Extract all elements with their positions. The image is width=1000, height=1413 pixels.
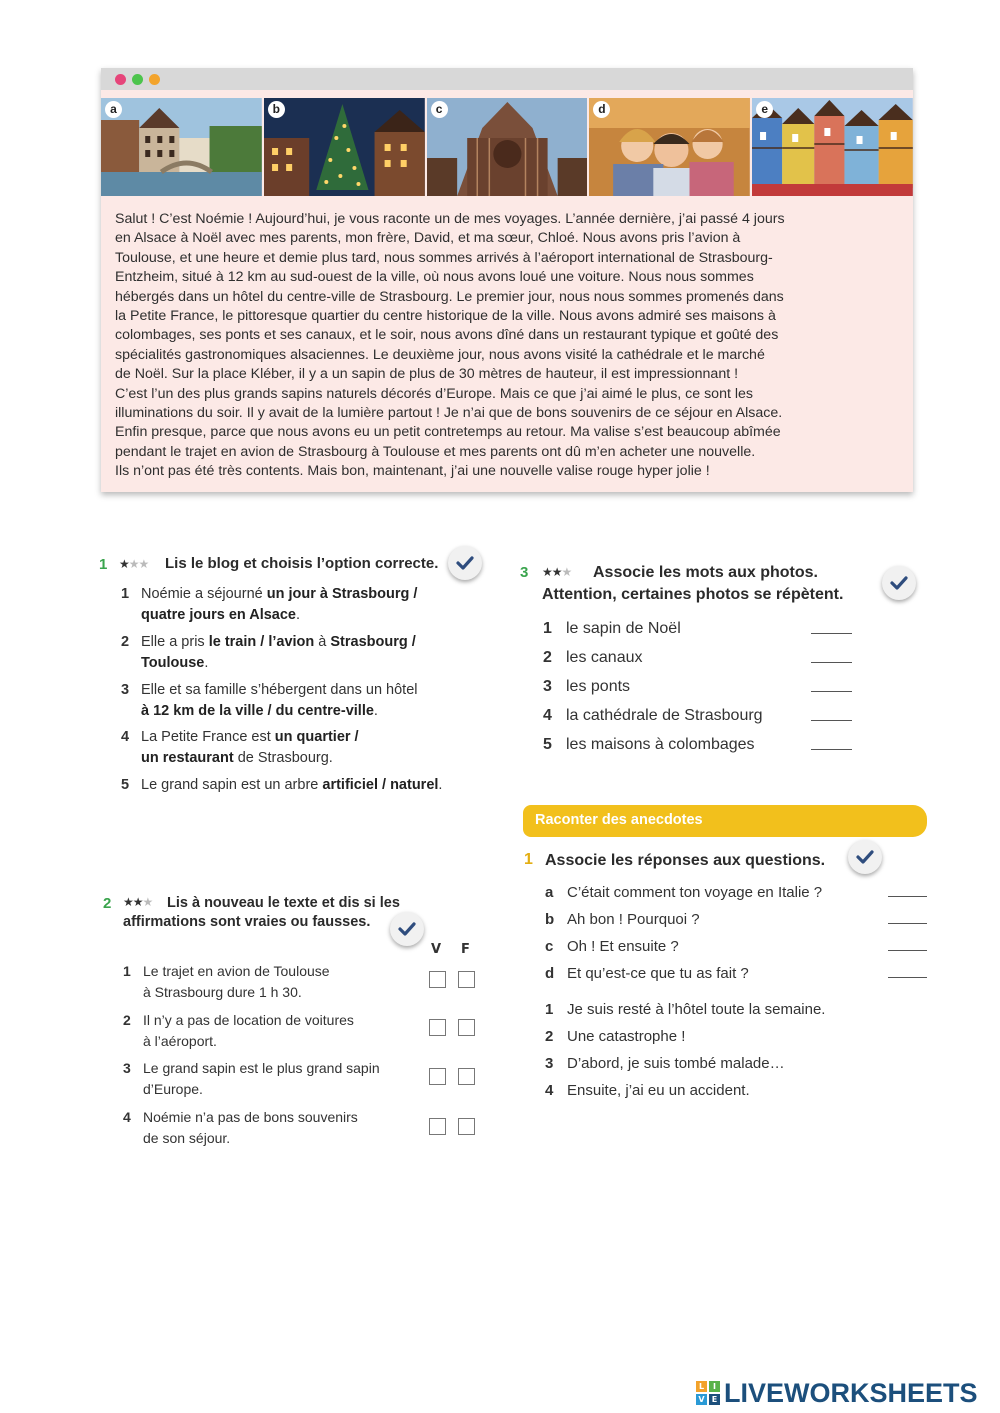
blog-text (115, 210, 905, 482)
exercise-3-item-1 (543, 618, 823, 640)
item-number: 3 (123, 1060, 131, 1076)
logo-letter: V (696, 1394, 707, 1405)
blog-line: C’est l’un des plus grands sapins naturels décorés d’Europe. Mais ce que j’ai aimé le plus, ce sont les (115, 385, 753, 402)
check-button[interactable] (848, 840, 882, 874)
item-text: Noémie a séjourné (141, 586, 267, 602)
item-text: Il n’y a pas de location de voitures (143, 1012, 354, 1028)
exercise-3-title-line-2: Attention, certaines photos se répètent. (542, 586, 844, 603)
exercise-3-item-4 (543, 705, 823, 727)
answer-blank[interactable] (888, 950, 927, 951)
answer-blank[interactable] (811, 720, 852, 721)
exercise-3-item-5 (543, 734, 823, 756)
option-text[interactable]: Strasbourg / (330, 634, 416, 650)
exercise-2-item-3 (123, 1058, 423, 1102)
anecdotes-exercise-title: Associe les réponses aux questions. (545, 852, 826, 869)
item-text: Une catastrophe ! (567, 1028, 686, 1045)
answer-3 (545, 1053, 885, 1075)
item-text: à Strasbourg dure 1 h 30. (143, 984, 302, 1000)
item-number: 5 (121, 777, 130, 793)
answer-blank[interactable] (811, 749, 852, 750)
anecdotes-exercise-number: 1 (524, 851, 533, 868)
item-number: 4 (121, 729, 130, 745)
item-text: les ponts (566, 678, 631, 695)
item-text: Le trajet en avion de Toulouse (143, 963, 330, 979)
exercise-2-title-line-2: affirmations sont vraies ou fausses. (123, 914, 371, 930)
option-text[interactable]: artificiel / naturel (322, 777, 439, 793)
exercise-3-item-3 (543, 676, 823, 698)
check-button[interactable] (882, 566, 916, 600)
answer-blank[interactable] (811, 662, 852, 663)
blog-line: Salut ! C’est Noémie ! Aujourd’hui, je vous raconte un de mes voyages. L’année dernière, j’ai passé 4 jours (115, 211, 785, 227)
false-checkbox[interactable] (458, 1068, 475, 1085)
liveworksheets-logo[interactable] (696, 1376, 978, 1410)
exercise-2-title-line-1: Lis à nouveau le texte et dis si les (167, 895, 400, 911)
exercise-1-number: 1 (99, 556, 108, 573)
check-icon (855, 847, 875, 867)
exercise-2-item-4 (123, 1107, 413, 1151)
question-d (545, 963, 865, 985)
true-checkbox[interactable] (429, 1019, 446, 1036)
answer-blank[interactable] (811, 633, 852, 634)
option-text[interactable]: un restaurant (141, 750, 234, 766)
item-number: 4 (545, 1082, 554, 1099)
exercise-2-item-2 (123, 1010, 413, 1054)
item-text: Oh ! Et ensuite ? (567, 938, 679, 955)
item-number: 1 (545, 1001, 554, 1018)
item-text: Le grand sapin est un arbre (141, 777, 323, 793)
photo-e-colombages (752, 98, 913, 196)
option-text[interactable]: un quartier / (274, 729, 359, 745)
item-text: Elle a pris (141, 634, 209, 650)
blog-line: illuminations du soir. Il y avait de la lumière partout ! Je n’ai que de bons souvenirs de ce séjour en Alsace. (115, 405, 783, 422)
photo-letter-d: d (593, 101, 610, 118)
logo-letter: E (709, 1394, 720, 1405)
check-button[interactable] (390, 912, 424, 946)
item-number: 1 (121, 586, 130, 602)
photo-strip (101, 98, 913, 196)
photo-letter-a: a (105, 101, 122, 118)
photo-letter-c: c (431, 101, 448, 118)
blog-line: la Petite France, le pittoresque quartier du centre historique de la ville. Nous avons admiré ses maisons à (115, 308, 776, 325)
item-number: 3 (545, 1055, 554, 1072)
item-text: D’abord, je suis tombé malade… (567, 1055, 785, 1072)
option-text[interactable]: le train / l’avion (208, 634, 315, 650)
item-number: 2 (543, 649, 552, 666)
exercise-3-item-2 (543, 647, 823, 669)
item-number: 4 (543, 707, 552, 724)
item-number: 4 (123, 1109, 131, 1125)
column-v: V (431, 942, 442, 957)
difficulty-stars: ★★★ (123, 895, 153, 909)
item-number: 3 (121, 682, 130, 698)
item-number: 2 (123, 1012, 131, 1028)
section-banner-title: Raconter des anecdotes (535, 812, 703, 828)
item-text: les maisons à colombages (566, 736, 755, 753)
item-text: le sapin de Noël (566, 620, 681, 637)
exercise-1-title: Lis le blog et choisis l’option correcte. (165, 555, 439, 572)
item-text: Ensuite, j’ai eu un accident. (567, 1082, 750, 1099)
false-checkbox[interactable] (458, 1118, 475, 1135)
item-text: . (373, 703, 378, 719)
blog-line: Toulouse, et une heure et demie plus tard, nous sommes arrivés à l’aéroport international de Strasbourg- (115, 249, 773, 266)
exercise-2-number: 2 (103, 895, 112, 912)
check-button[interactable] (448, 546, 482, 580)
blog-line: spécialités gastronomiques alsaciennes. Le deuxième jour, nous avons visité la cathédrale et le marché (115, 346, 765, 363)
item-text: de son séjour. (143, 1130, 231, 1146)
blog-window (101, 68, 913, 492)
logo-icon (696, 1381, 720, 1405)
exercise-1-item-5 (121, 775, 491, 797)
item-number: 1 (123, 963, 131, 979)
window-dot-red (115, 74, 126, 85)
photo-b-christmas-tree (264, 98, 427, 196)
exercise-2-item-1 (123, 961, 413, 1005)
photo-letter-b: b (268, 101, 285, 118)
window-dot-green (132, 74, 143, 85)
option-text[interactable]: quatre jours en Alsace (141, 607, 296, 623)
blog-line: colombages, ses ponts et ses canaux, et le soir, nous avons dîné dans un restaurant typique et goûté des (115, 327, 779, 344)
photo-letter-e: e (756, 101, 773, 118)
item-text: les canaux (566, 649, 643, 666)
photo-d-family (589, 98, 752, 196)
item-number: 2 (545, 1028, 554, 1045)
false-checkbox[interactable] (458, 971, 475, 988)
difficulty-stars: ★★★ (119, 557, 149, 571)
blog-line: Entzheim, situé à 12 km au sud-ouest de la ville, où nous avons loué une voiture. Nous nous sommes (115, 269, 754, 286)
answer-blank[interactable] (888, 923, 927, 924)
item-number: 3 (543, 678, 552, 695)
answer-blank[interactable] (811, 691, 852, 692)
blog-line: pendant le trajet en avion de Strasbourg à Toulouse et mes parents ont dû m’en acheter une nouvelle. (115, 443, 756, 460)
question-a (545, 882, 865, 904)
photo-a-canal (101, 98, 264, 196)
item-text: à l’aéroport. (143, 1033, 217, 1049)
answer-blank[interactable] (888, 896, 927, 897)
logo-letter: L (696, 1381, 707, 1392)
item-text: Elle et sa famille s’hébergent dans un hôtel (141, 682, 418, 698)
exercise-1-item-1 (121, 584, 481, 628)
section-banner (523, 805, 927, 837)
item-text: C’était comment ton voyage en Italie ? (567, 884, 823, 901)
question-c (545, 936, 865, 958)
answer-2 (545, 1026, 885, 1048)
photo-c-cathedral (427, 98, 590, 196)
false-checkbox[interactable] (458, 1019, 475, 1036)
answer-blank[interactable] (888, 977, 927, 978)
item-text: Le grand sapin est le plus grand sapin (143, 1060, 380, 1076)
browser-bar (101, 68, 913, 90)
option-text[interactable]: à 12 km de la ville / du centre-ville (141, 703, 374, 719)
blog-line: Enfin presque, parce que nous avons eu un petit contretemps au retour. Ma valise s’est beaucoup abîmée (115, 424, 781, 441)
item-letter: d (545, 965, 555, 982)
item-letter: c (545, 938, 554, 955)
difficulty-stars: ★★★ (542, 565, 572, 579)
blog-line: en Alsace à Noël avec mes parents, mon frère, David, et ma sœur, Chloé. Nous avons pris l’avion à (115, 230, 741, 247)
column-f: F (461, 942, 470, 957)
item-text: d’Europe. (143, 1081, 203, 1097)
item-text: de Strasbourg. (233, 750, 333, 766)
item-text: Ah bon ! Pourquoi ? (567, 911, 700, 928)
item-letter: a (545, 884, 554, 901)
true-checkbox[interactable] (429, 971, 446, 988)
item-text: la cathédrale de Strasbourg (566, 707, 763, 724)
logo-letter: I (709, 1381, 720, 1392)
item-number: 1 (543, 620, 552, 637)
blog-line: de Noël. Sur la place Kléber, il y a un sapin de plus de 30 mètres de hauteur, il est impressionnant ! (115, 366, 739, 383)
item-number: 5 (543, 736, 552, 753)
item-text: à (314, 634, 331, 650)
answer-4 (545, 1080, 885, 1102)
exercise-1-item-3 (121, 680, 481, 724)
blog-line: hébergés dans un hôtel du centre-ville de Strasbourg. Le premier jour, nous nous sommes promenés dans (115, 288, 784, 305)
answer-1 (545, 999, 885, 1021)
true-checkbox[interactable] (429, 1068, 446, 1085)
exercise-1-item-4 (121, 727, 481, 771)
item-number: 2 (121, 634, 130, 650)
check-icon (889, 573, 909, 593)
exercise-1-item-2 (121, 632, 481, 676)
item-text: . (438, 777, 443, 793)
item-text: Je suis resté à l’hôtel toute la semaine. (567, 1001, 826, 1018)
item-text: Noémie n’a pas de bons souvenirs (143, 1109, 358, 1125)
check-icon (397, 919, 417, 939)
option-text[interactable]: un jour à Strasbourg / (266, 586, 418, 602)
blog-line: Ils n’ont pas été très contents. Mais bon, maintenant, j’ai une nouvelle valise rouge hyper jolie ! (115, 463, 710, 480)
window-dot-orange (149, 74, 160, 85)
exercise-3-number: 3 (520, 564, 529, 581)
item-letter: b (545, 911, 555, 928)
check-icon (455, 553, 475, 573)
exercise-3-title-line-1: Associe les mots aux photos. (593, 564, 818, 581)
question-b (545, 909, 865, 931)
item-text: La Petite France est (141, 729, 275, 745)
item-text: . (204, 655, 209, 671)
brand-name: LIVEWORKSHEETS (724, 1377, 978, 1408)
item-text: Et qu’est-ce que tu as fait ? (567, 965, 749, 982)
option-text[interactable]: Toulouse (141, 655, 205, 671)
true-checkbox[interactable] (429, 1118, 446, 1135)
item-text: . (296, 607, 301, 623)
